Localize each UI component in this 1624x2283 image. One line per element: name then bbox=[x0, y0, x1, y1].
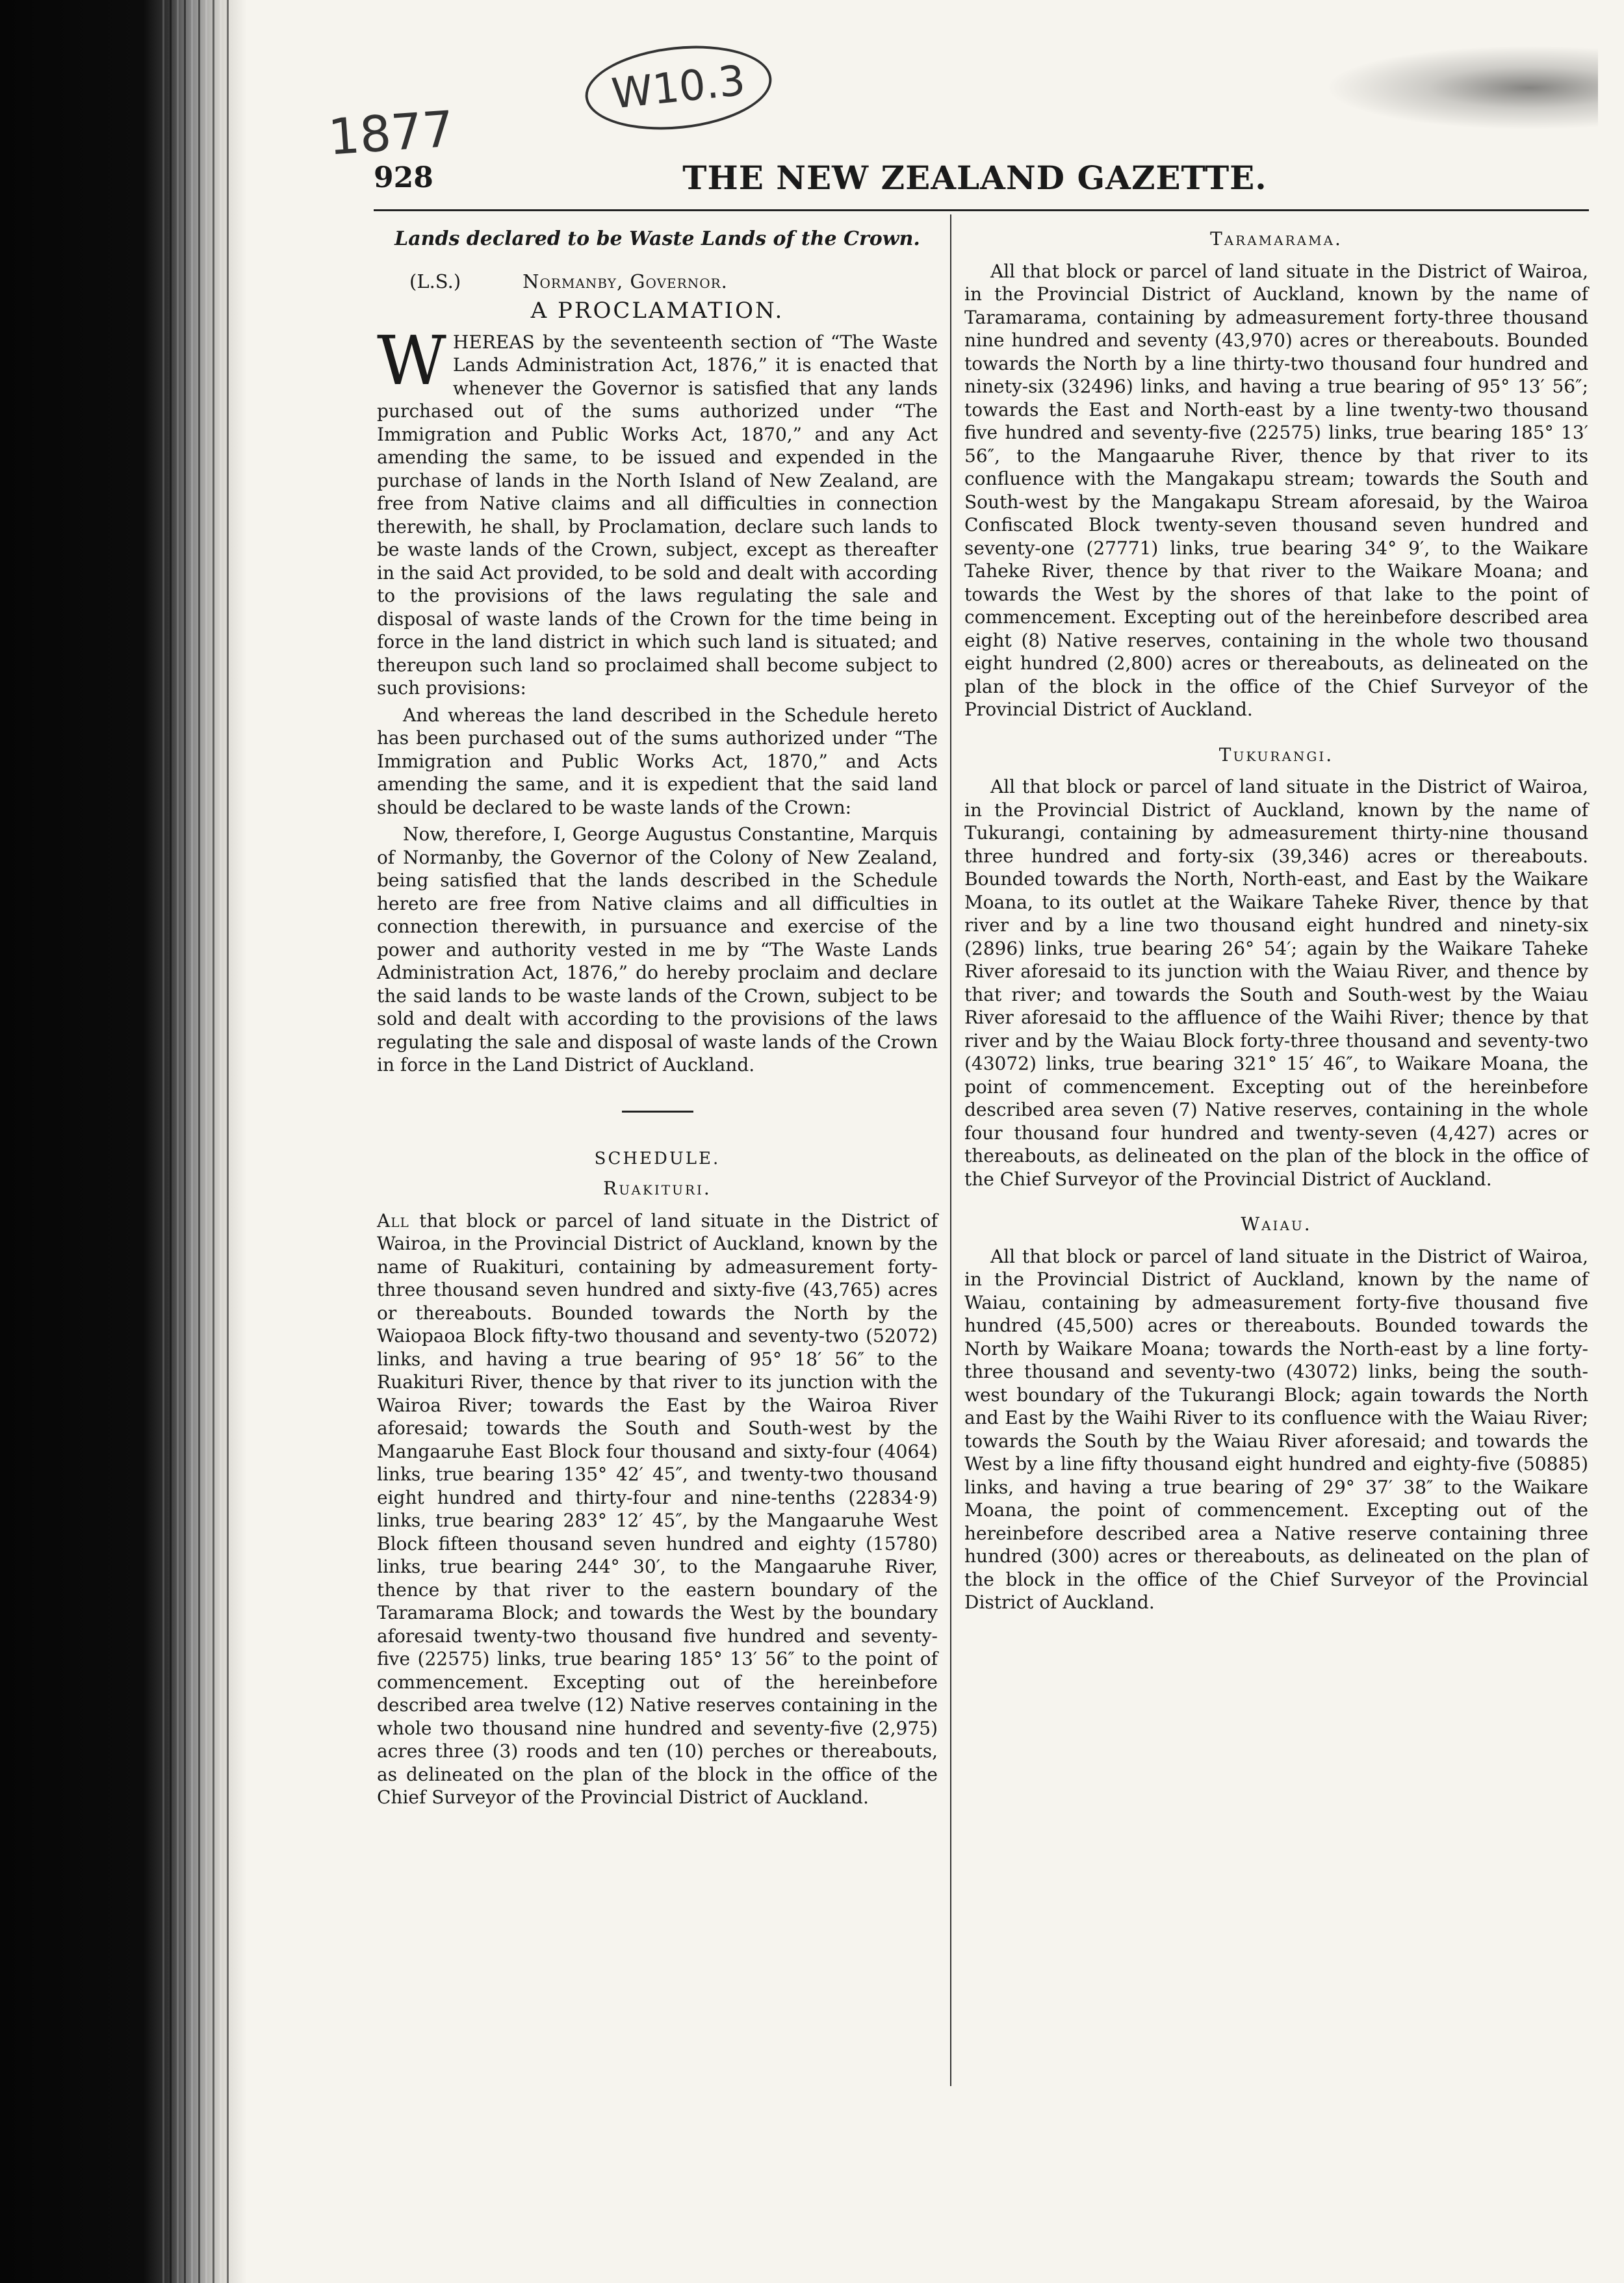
right-column bbox=[964, 227, 1588, 1618]
column-divider bbox=[950, 214, 951, 2086]
seal-mark: (L.S.) bbox=[409, 270, 461, 292]
page-number: 928 bbox=[374, 161, 433, 194]
scan-smudge bbox=[1325, 45, 1598, 130]
signature-line bbox=[377, 270, 938, 294]
masthead: THE NEW ZEALAND GAZETTE. bbox=[682, 159, 1267, 197]
drop-cap: W bbox=[377, 320, 446, 400]
ruakituri-lead: All bbox=[377, 1209, 409, 1232]
handwritten-reference bbox=[581, 37, 776, 138]
ruakituri-text: that block or parcel of land situate in the District of Wairoa, in the Provincial District of Auckland, known by the name of Ruakituri, containing by admeasurement forty-three thousand seven hundred and sixty-five (43,765) acres or thereabouts. Bounded towards the North by the Waiopaoa Block fifty-two thousand and seventy-two (52072) links, and having a true bearing of 95° 18′ 56″ to the Ruakituri River, thence by that river to its junction with the Wairoa River; towards the East by the Wairoa River aforesaid; towards the South and South-west by the Mangaaruhe East Block four thousand and sixty-four (4064) links, true bearing 135° 42′ 45″, and twenty-two thousand eight hundred and thirty-four and nine-tenths (22834·9) links, true bearing 283° 12′ 45″, by the Mangaaruhe West Block fifteen thousand seven hundred and eighty (15780) links, true bearing 244° 30′, to the Mangaaruhe River, thence by that river to the eastern boundary of the Taramarama Block; and towards the West by the boundary aforesaid twenty-two thousand five hundred and seventy-five (22575) links, true bearing 185° 13′ 56″ to the point of commencement. Excepting out of the hereinbefore described area twelve (12) Native reserves containing in the whole two thousand nine hundred and seventy-five (2,975) acres three (3) roods and ten (10) perches or thereabouts, as delineated on the plan of the block in the office of the Chief Surveyor of the Provincial District of Auckland. bbox=[377, 1209, 938, 1808]
tukurangi-title: Tukurangi. bbox=[1218, 743, 1334, 766]
waiau-title: Waiau. bbox=[1241, 1213, 1312, 1235]
left-column bbox=[377, 227, 938, 1813]
whereas-text: HEREAS by the seventeenth section of “The Waste Lands Administration Act, 1876,” it is enacted that whenever the Governor is satisfied that any lands purchased out of the sums authorized under “The Immigration and Public Works Act, 1870,” and any Act amending the same, to be issued and expended in the purchase of lands in the North Island of New Zealand, are free from Native claims and all difficulties in connection therewith, he shall, by Proclamation, declare such lands to be waste lands of the Crown, subject, except as thereafter in the said Act provided, to be sold and dealt with according to the provisions of the laws regulating the sale and disposal of waste lands of the Crown for the time being in force in the land district in which such land is situated; and thereupon such land so proclaimed shall become subject to such provisions: bbox=[377, 331, 938, 699]
whereas-paragraph bbox=[377, 320, 938, 700]
binding-edge-streaks bbox=[162, 0, 234, 2283]
now-therefore-paragraph: Now, therefore, I, George Augustus Constantine, Marquis of Normanby, the Governor of the Colony of New Zealand, being satisfied that the lands described in the Schedule hereto are free from Native claims and all difficulties in connection therewith, in pursuance and exercise of the power and authority vested in me by “The Waste Lands Administration Act, 1876,” do hereby proclaim and declare the said lands to be waste lands of the Crown, subject to be sold and dealt with according to the provisions of the laws regulating the sale and disposal of waste lands of the Crown in force in the Land District of Auckland. bbox=[377, 823, 938, 1076]
taramarama-paragraph: All that block or parcel of land situate in the District of Wairoa, in the Provincial District of Auckland, known by the name of Taramarama, containing by admeasurement forty-three thousand nine hundred and seventy (43,970) acres or thereabouts. Bounded towards the North by a line thirty-two thousand four hundred and ninety-six (32496) links, and having a true bearing of 95° 13′ 56″; towards the East and North-east by a line twenty-two thousand five hundred and seventy-five (22575) links, true bearing 185° 13′ 56″, to the Mangaaruhe River, thence by that river to its confluence with the Mangakapu stream; towards the South and South-west by the Mangakapu Stream aforesaid, by the Wairoa Confiscated Block twenty-seven thousand seven hundred and seventy-one (27771) links, true bearing 34° 9′, to the Waikare Taheke River, thence by that river to the Waikare Moana; and towards the West by the shores of that lake to the point of commencement. Excepting out of the hereinbefore described area eight (8) Native reserves, containing in the whole two thousand eight hundred (2,800) acres or thereabouts, as delineated on the plan of the block in the office of the Chief Surveyor of the Provincial District of Auckland. bbox=[964, 260, 1588, 720]
and-whereas-paragraph: And whereas the land described in the Schedule hereto has been purchased out of the sums authorized under “The Immigration and Public Works Act, 1870,” and Acts amending the same, and it is expedient that the said land should be declared to be waste lands of the Crown: bbox=[377, 704, 938, 818]
ruakituri-title: Ruakituri. bbox=[603, 1178, 712, 1199]
proclamation-title: A PROCLAMATION. bbox=[530, 298, 784, 324]
waiau-paragraph: All that block or parcel of land situate in the District of Wairoa, in the Provincial District of Auckland, known by the name of Waiau, containing by admeasurement forty-five thousand five hundred (45,500) acres or thereabouts. Bounded towards the North by Waikare Moana; towards the North-east by a line forty-three thousand and seventy-two (43072) links, being the south-west boundary of the Tukurangi Block; again towards the North and East by the Waihi River to its confluence with the Waiau River; towards the South by the Waiau River aforesaid; and towards the West by a line fifty thousand eight hundred and eighty-five (50885) links, and having a true bearing of 29° 37′ 38″ to the Waikare Moana, the point of commencement. Excepting out of the hereinbefore described area a Native reserve containing three hundred (300) acres or thereabouts, as delineated on the plan of the block in the office of the Chief Surveyor of the Provincial District of Auckland. bbox=[964, 1245, 1588, 1613]
section-title: Lands declared to be Waste Lands of the Crown. bbox=[394, 227, 920, 250]
handwritten-reference-text: W10.3 bbox=[609, 57, 748, 119]
taramarama-title: Taramarama. bbox=[1210, 228, 1343, 250]
section-rule bbox=[622, 1111, 693, 1113]
tukurangi-paragraph: All that block or parcel of land situate in the District of Wairoa, in the Provincial District of Auckland, known by the name of Tukurangi, containing by admeasurement thirty-nine thousand three hundred and forty-six (39,346) acres or thereabouts. Bounded towards the North, North-east, and East by the Waikare Moana, to its outlet at the Waikare Taheke River, thence by that river and by a line two thousand eight hundred and ninety-six (2896) links, true bearing 26° 54′; again by the Waikare Taheke River aforesaid to its junction with the Waiau River, and thence by that river; and towards the South and South-west by the Waiau River aforesaid to the affluence of the Waihi River; thence by that river and by the Waiau Block forty-three thousand and seventy-two (43072) links, true bearing 321° 15′ 46″, to Waikare Moana, the point of commencement. Excepting out of the hereinbefore described area seven (7) Native reserves, containing in the whole four thousand four hundred and twenty-seven (4,427) acres or thereabouts, as delineated on the plan of the block in the office of the Chief Surveyor of the Provincial District of Auckland. bbox=[964, 776, 1588, 1190]
header-rule bbox=[374, 209, 1589, 211]
ruakituri-paragraph bbox=[377, 1209, 938, 1809]
governor-signature: Normanby, Governor. bbox=[522, 270, 728, 292]
schedule-title: SCHEDULE. bbox=[594, 1148, 721, 1168]
handwritten-year: 1877 bbox=[326, 99, 456, 166]
